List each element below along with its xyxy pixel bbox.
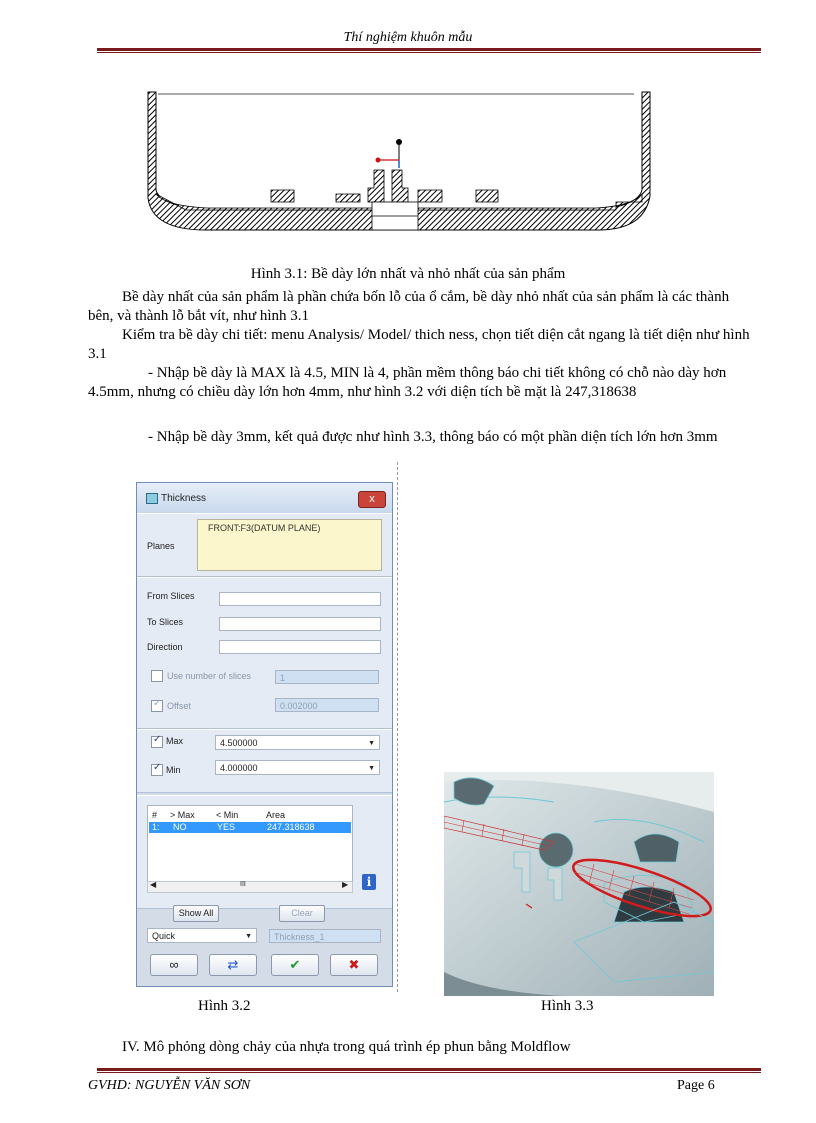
table-header-lt-min: < Min xyxy=(216,810,239,820)
offset-field[interactable]: 0.002000 xyxy=(275,698,379,712)
ok-button[interactable] xyxy=(271,954,319,976)
cancel-button[interactable] xyxy=(330,954,378,976)
dialog-title: Thickness xyxy=(161,493,207,504)
chevron-down-icon: ▼ xyxy=(368,740,375,747)
use-number-label: Use number of slices xyxy=(167,671,252,681)
check-icon: ✔ xyxy=(289,957,301,972)
column-divider xyxy=(397,462,399,992)
clear-button[interactable]: Clear xyxy=(279,905,325,922)
max-label: Max xyxy=(166,736,184,746)
mode-dropdown[interactable] xyxy=(147,928,257,943)
use-number-checkbox[interactable] xyxy=(151,670,163,682)
paragraph-3: - Nhập bề dày là MAX là 4.5, MIN là 4, phần mềm thông báo chi tiết không có chỗ nào dày hơn 4.5mm, nhưng có chiều dày lớn hơn 4mm, như hình 3.2 với diện tích bề mặt là 247,318638 xyxy=(88,365,727,400)
scroll-grip[interactable]: III xyxy=(240,881,246,888)
close-button[interactable]: x xyxy=(358,491,386,508)
offset-checkbox[interactable] xyxy=(151,700,163,712)
repeat-button[interactable] xyxy=(209,954,257,976)
analysis-name-field[interactable]: Thickness_1 xyxy=(269,929,381,943)
row-lt-min: YES xyxy=(217,822,236,832)
min-label: Min xyxy=(166,765,181,775)
footer-page-number: Page 6 xyxy=(677,1078,715,1093)
row-gt-max: NO xyxy=(173,822,187,832)
page-header-title: Thí nghiệm khuôn mẫu xyxy=(343,30,473,45)
paragraph-1: Bề dày nhất của sản phẩm là phần chứa bốn lỗ của ổ cắm, bề dày nhỏ nhất của sản phẩm là các thành bên, và thành lỗ bắt vít, như hình 3.1 xyxy=(88,289,730,324)
cancel-icon: ✖ xyxy=(348,957,360,972)
repeat-icon: ⇄ xyxy=(227,957,239,972)
header-rule xyxy=(97,48,761,51)
scroll-left-icon[interactable]: ◀ xyxy=(150,880,157,889)
planes-value: FRONT:F3(DATUM PLANE) xyxy=(208,523,321,533)
glasses-icon: ∞ xyxy=(169,957,179,972)
table-header-area: Area xyxy=(266,810,286,820)
paragraph-2: Kiểm tra bề dày chi tiết: menu Analysis/ Model/ thich ness, chọn tiết diện cắt ngang là tiết diện như hình 3.1 xyxy=(88,327,750,362)
footer-rule xyxy=(97,1068,761,1071)
figure1-caption: Hình 3.1: Bề dày lớn nhất và nhỏ nhất của sản phẩm xyxy=(250,266,566,282)
offset-label: Offset xyxy=(167,701,191,711)
dialog-titlebar xyxy=(137,483,392,514)
planes-label: Planes xyxy=(147,541,175,551)
max-checkbox[interactable] xyxy=(151,736,163,748)
info-icon[interactable]: i xyxy=(362,874,376,890)
dialog-window-icon xyxy=(146,493,158,504)
table-header-num: # xyxy=(152,810,158,820)
show-all-button[interactable]: Show All xyxy=(173,905,219,922)
header-rule-thin xyxy=(97,52,761,53)
results-table[interactable] xyxy=(147,805,353,883)
row-num: 1: xyxy=(152,822,160,832)
footer-supervisor: GVHD: NGUYỄN VĂN SƠN xyxy=(88,1078,251,1093)
planes-collector[interactable] xyxy=(197,519,382,571)
max-dropdown[interactable] xyxy=(215,735,380,750)
scroll-right-icon[interactable]: ▶ xyxy=(342,880,349,889)
min-dropdown[interactable] xyxy=(215,760,380,775)
min-checkbox[interactable] xyxy=(151,764,163,776)
direction-field[interactable] xyxy=(219,640,381,654)
min-thickness-marker xyxy=(376,158,381,163)
figure2-caption: Hình 3.2 xyxy=(198,998,251,1014)
figure-cross-section xyxy=(146,90,656,240)
mode-value: Quick xyxy=(152,931,176,941)
table-row[interactable] xyxy=(149,822,351,833)
glasses-button[interactable] xyxy=(150,954,198,976)
chevron-down-icon: ▼ xyxy=(368,765,375,772)
figure-3d-thickness-result xyxy=(444,772,714,996)
section-heading: IV. Mô phỏng dòng chảy của nhựa trong quá trình ép phun bằng Moldflow xyxy=(122,1039,571,1055)
table-horizontal-scrollbar[interactable] xyxy=(147,881,353,893)
min-value: 4.000000 xyxy=(220,763,258,773)
from-slices-field[interactable] xyxy=(219,592,381,606)
row-area: 247.318638 xyxy=(267,822,315,832)
max-value: 4.500000 xyxy=(220,738,258,748)
table-header-gt-max: > Max xyxy=(170,810,195,820)
direction-label: Direction xyxy=(147,642,183,652)
footer-rule-thin xyxy=(97,1072,761,1073)
figure3-caption: Hình 3.3 xyxy=(541,998,594,1014)
chevron-down-icon: ▼ xyxy=(245,933,252,940)
to-slices-field[interactable] xyxy=(219,617,381,631)
from-slices-label: From Slices xyxy=(147,591,195,601)
paragraph-4: - Nhập bề dày 3mm, kết quả được như hình 3.3, thông báo có một phần diện tích lớn hơn 3mm xyxy=(148,429,718,445)
thickness-dialog xyxy=(136,482,393,987)
to-slices-label: To Slices xyxy=(147,617,184,627)
use-number-field[interactable]: 1 xyxy=(275,670,379,684)
